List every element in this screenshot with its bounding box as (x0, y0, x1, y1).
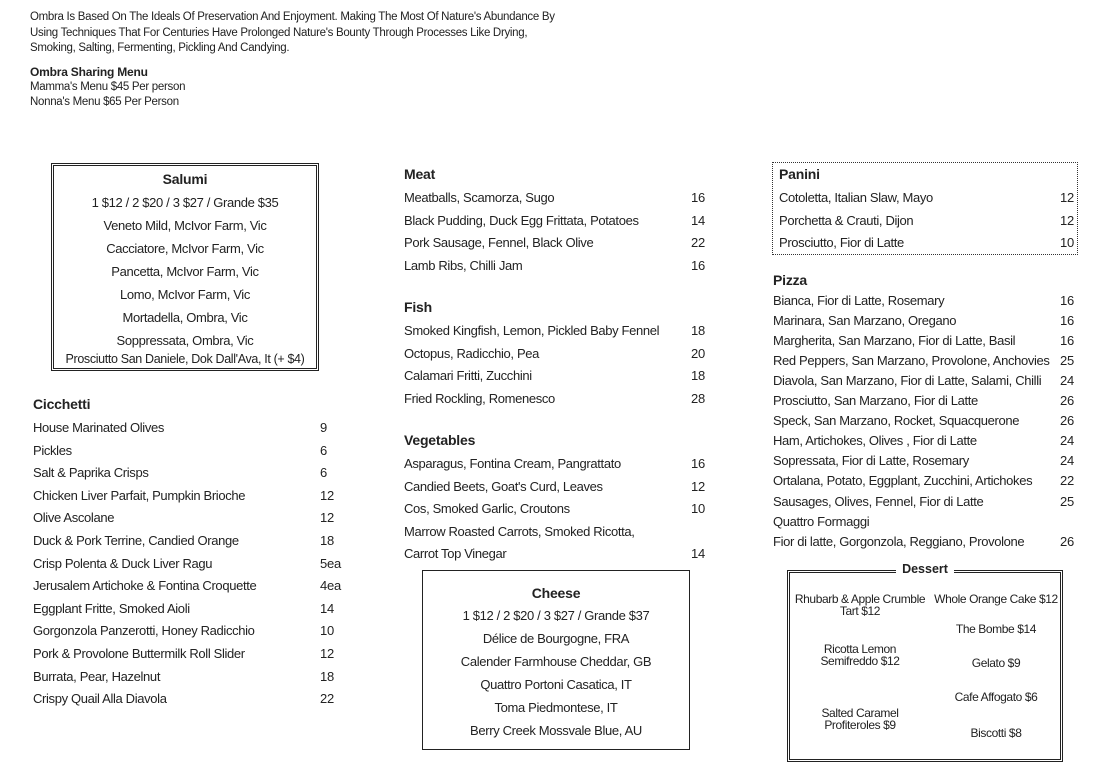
salumi-prices: 1 $12 / 2 $20 / 3 $27 / Grande $35 (91, 195, 279, 210)
cicchetti-item-price: 12 (320, 646, 335, 661)
fish-item-name: Fried Rockling, Romenesco (404, 390, 555, 406)
panini-item-price: 12 (1060, 212, 1075, 228)
cheese-prices: 1 $12 / 2 $20 / 3 $27 / Grande $37 (462, 608, 650, 623)
pizza-item-name: Margherita, San Marzano, Fior di Latte, Basil (773, 333, 1016, 349)
pizza-item-name: Ham, Artichokes, Olives , Fior di Latte (773, 433, 977, 449)
intro (30, 10, 590, 110)
pizza-item-name: Ortalana, Potato, Eggplant, Zucchini, Artichokes (773, 473, 1033, 489)
fish-item-price: 18 (691, 368, 706, 384)
pizza-item-name: Diavola, San Marzano, Fior di Latte, Salami, Chilli (773, 373, 1042, 389)
cicchetti-item-name: Olive Ascolane (33, 510, 115, 526)
meat-item-price: 16 (691, 257, 706, 273)
dessert-orange-cake: Whole Orange Cake $12 (934, 592, 1058, 606)
pizza-title: Pizza (773, 272, 808, 288)
dessert-gelato: Gelato $9 (971, 656, 1021, 670)
pizza-item-price: 25 (1060, 353, 1075, 369)
meat-item-name: Pork Sausage, Fennel, Black Olive (404, 235, 594, 251)
cicchetti-title: Cicchetti (33, 396, 91, 412)
fish-item-price: 20 (691, 345, 706, 361)
cicchetti-item-price: 4ea (320, 578, 342, 594)
cicchetti-item-price: 22 (320, 691, 335, 707)
vegetables-item-name: Asparagus, Fontina Cream, Pangrattato (404, 456, 621, 471)
cicchetti-item-name: Pickles (33, 442, 72, 458)
cicchetti-item-price: 9 (320, 420, 328, 435)
meat-title: Meat (404, 166, 436, 182)
intro-text: Ombra Is Based On The Ideals Of Preservation And Enjoyment. Making The Most Of Nature's Abundance By Using Techniques That For Centuries Have Prolonged Nature's Bounty Through Processes Like Drying, Smoking, Salting, Fermenting, Pickling And Candying. (30, 11, 555, 54)
vegetables-item-price: 12 (691, 478, 706, 494)
pizza-item-name: Marinara, San Marzano, Oregano (773, 313, 957, 329)
cicchetti-item-name: Chicken Liver Parfait, Pumpkin Brioche (33, 487, 246, 503)
cicchetti-item-name: Eggplant Fritte, Smoked Aioli (33, 600, 190, 616)
cheese-item: Calender Farmhouse Cheddar, GB (460, 654, 652, 669)
vegetables-item-name: Carrot Top Vinegar (404, 546, 507, 562)
vegetables-item-name: Cos, Smoked Garlic, Croutons (404, 501, 570, 517)
vegetables-item-price: 10 (691, 501, 706, 517)
cicchetti-item-name: Salt & Paprika Crisps (33, 465, 149, 481)
pizza-item-name: Sausages, Olives, Fennel, Fior di Latte (773, 493, 984, 509)
cicchetti-item-price: 5ea (320, 555, 342, 571)
vegetables-item-name: Marrow Roasted Carrots, Smoked Ricotta, (404, 523, 635, 539)
sharing-menu-title: Ombra Sharing Menu (30, 64, 148, 79)
salumi-box (51, 163, 319, 371)
panini-item-name: Cotoletta, Italian Slaw, Mayo (779, 190, 933, 205)
pizza-item-price: 25 (1060, 493, 1075, 509)
cicchetti-item-price: 6 (320, 442, 328, 458)
vegetables-item-name: Candied Beets, Goat's Curd, Leaves (404, 478, 603, 494)
pizza-item-name: Bianca, Fior di Latte, Rosemary (773, 293, 945, 308)
pizza-item-name: Fior di latte, Gorgonzola, Reggiano, Provolone (773, 533, 1025, 549)
pizza-item-price: 16 (1060, 293, 1075, 308)
cheese-item: Toma Piedmontese, IT (494, 700, 618, 715)
salumi-item: Veneto Mild, McIvor Farm, Vic (103, 218, 267, 233)
salumi-item: Mortadella, Ombra, Vic (122, 310, 248, 325)
salumi-item: Soppressata, Ombra, Vic (116, 333, 254, 348)
cicchetti-item-name: Gorgonzola Panzerotti, Honey Radicchio (33, 623, 255, 639)
meat-item-name: Lamb Ribs, Chilli Jam (404, 257, 523, 273)
panini-title: Panini (779, 166, 820, 182)
salumi-item: Prosciutto San Daniele, Dok Dall'Ava, It (+ $4) (65, 352, 305, 366)
salumi-title: Salumi (162, 171, 208, 187)
cheese-box (422, 570, 690, 750)
pizza-item-price: 16 (1060, 333, 1075, 349)
panini-item-name: Porchetta & Crauti, Dijon (779, 212, 914, 228)
pizza-item-name: Sopressata, Fior di Latte, Rosemary (773, 453, 969, 469)
dessert-title (790, 562, 1060, 576)
meat-item-name: Meatballs, Scamorza, Sugo (404, 190, 555, 205)
cicchetti-item-price: 6 (320, 465, 328, 481)
vegetables-title: Vegetables (404, 432, 476, 448)
pizza-item-price: 26 (1060, 413, 1075, 429)
fish-item-price: 18 (691, 323, 706, 338)
sharing-menu-nonna: Nonna's Menu $65 Per Person (30, 95, 179, 108)
cicchetti-item-name: Jerusalem Artichoke & Fontina Croquette (33, 578, 257, 594)
dessert-bombe: The Bombe $14 (955, 622, 1037, 636)
pizza-item-name: Quattro Formaggi (773, 513, 870, 529)
meat-item-price: 16 (691, 190, 706, 205)
cicchetti-item-name: Duck & Pork Terrine, Candied Orange (33, 533, 239, 548)
sharing-menu-mamma: Mamma's Menu $45 Per person (30, 80, 186, 93)
cheese-item: Quattro Portoni Casatica, IT (480, 677, 632, 692)
pizza-item-price: 24 (1060, 373, 1075, 389)
cicchetti-item-price: 14 (320, 600, 335, 616)
cicchetti-item-name: House Marinated Olives (33, 420, 165, 435)
meat-item-price: 22 (691, 235, 706, 251)
meat-item-price: 14 (691, 212, 706, 228)
cicchetti-item-price: 12 (320, 510, 335, 526)
salumi-item: Lomo, McIvor Farm, Vic (119, 287, 251, 302)
pizza-item-price: 26 (1060, 533, 1075, 549)
dessert-biscotti: Biscotti $8 (970, 726, 1022, 740)
cheese-item: Délice de Bourgogne, FRA (482, 631, 630, 646)
vegetables-item-price: 14 (691, 546, 706, 562)
salumi-item: Cacciatore, McIvor Farm, Vic (106, 241, 264, 256)
dessert-title-text: Dessert (896, 562, 954, 576)
pizza-item-name: Red Peppers, San Marzano, Provolone, Anchovies (773, 353, 1050, 369)
cicchetti-item-price: 10 (320, 623, 335, 639)
panini-item-name: Prosciutto, Fior di Latte (779, 235, 904, 251)
pizza-item-price: 16 (1060, 313, 1075, 329)
panini-item-price: 12 (1060, 190, 1075, 205)
dessert-profiteroles: Salted Caramel Profiteroles $9 (821, 706, 899, 732)
fish-item-name: Smoked Kingfish, Lemon, Pickled Baby Fennel (404, 323, 660, 338)
fish-item-name: Calamari Fritti, Zucchini (404, 368, 532, 384)
pizza-item-price: 24 (1060, 433, 1075, 449)
vegetables-item-price: 16 (691, 456, 706, 471)
cicchetti-item-name: Pork & Provolone Buttermilk Roll Slider (33, 646, 245, 661)
salumi-item: Pancetta, McIvor Farm, Vic (111, 264, 259, 279)
cicchetti-item-name: Crisp Polenta & Duck Liver Ragu (33, 555, 213, 571)
fish-item-name: Octopus, Radicchio, Pea (404, 345, 540, 361)
fish-title: Fish (404, 299, 432, 315)
pizza-item-price: 24 (1060, 453, 1075, 469)
meat-item-name: Black Pudding, Duck Egg Frittata, Potatoes (404, 212, 639, 228)
cicchetti-item-name: Crispy Quail Alla Diavola (33, 691, 167, 707)
pizza-item-name: Speck, San Marzano, Rocket, Squacquerone (773, 413, 1020, 429)
cicchetti-item-price: 18 (320, 668, 335, 684)
dessert-box (787, 562, 1063, 762)
cicchetti-item-name: Burrata, Pear, Hazelnut (33, 668, 161, 684)
cicchetti-item-price: 12 (320, 487, 335, 503)
dessert-rhubarb-crumble: Rhubarb & Apple Crumble Tart $12 (794, 592, 926, 618)
pizza-item-price: 22 (1060, 473, 1075, 489)
dessert-ricotta-semifreddo: Ricotta Lemon Semifreddo $12 (820, 642, 900, 668)
cheese-item: Berry Creek Mossvale Blue, AU (470, 723, 642, 738)
dessert-affogato: Cafe Affogato $6 (954, 690, 1038, 704)
fish-item-price: 28 (691, 390, 706, 406)
pizza-item-name: Prosciutto, San Marzano, Fior di Latte (773, 393, 978, 409)
panini-item-price: 10 (1060, 235, 1075, 251)
cicchetti-item-price: 18 (320, 533, 335, 548)
cheese-title: Cheese (531, 585, 581, 601)
pizza-item-price: 26 (1060, 393, 1075, 409)
